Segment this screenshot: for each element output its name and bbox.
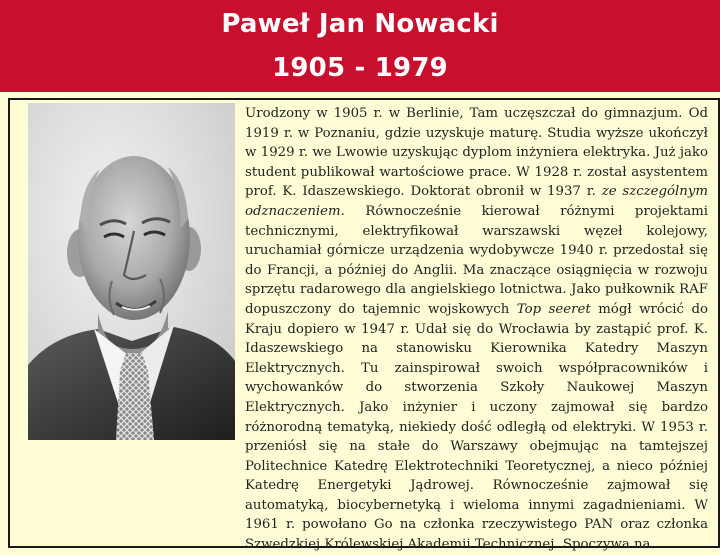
biography-text <box>245 104 708 555</box>
bio-emphasis-1: ze szczególnym odznaczeniem. <box>245 184 708 219</box>
portrait-photo <box>28 103 235 440</box>
bio-part-3: mógł wrócić do Kraju dopiero w 1947 r. Udał się do Wrocławia by zastąpić prof. K. Idaszewskiego na stanowisku Kierownika Katedry Maszyn Elektrycznych. Tu zainspirował swoich współpracowników i wychowanków do stworzenia Szkoły Naukowej Maszyn Elektrycznych. Jako inżynier i uczony zajmował się bardzo różnorodną tematyką, niekiedy dość odległą od elektryki. W 1953 r. przeniósł się na stałe do Warszawy obejmując na tamtejszej Politechnice Katedrę Elektrotechniki Teoretycznej, a nieco później Katedrę Energetyki Jądrowej. Równocześnie zajmował się automatyką, biocybernetyką i wieloma innymi zagadnieniami. W 1961 r. powołano Go na członka rzeczywistego PAN oraz członka Szwedzkiej Królewskiej Akademii Technicznej. Spoczywa na <box>245 301 708 553</box>
bio-part-1: Urodzony w 1905 r. w Berlinie, Tam uczęszczał do gimnazjum. Od 1919 r. w Poznaniu, gdzie uzyskuje maturę. Studia wyższe ukończył w 1929 r. we Lwowie uzyskując dyplom inżyniera elektryka. Już jako student publikował wartościowe prace. W 1928 r. został asystentem prof. K. Idaszewskiego. Doktorat obronił w 1937 r. <box>245 106 708 200</box>
person-name: Paweł Jan Nowacki <box>221 9 499 39</box>
portrait-icon <box>28 103 235 440</box>
life-years: 1905 - 1979 <box>272 53 448 83</box>
title-banner <box>0 0 720 92</box>
bio-emphasis-2: Top seeret <box>516 301 591 317</box>
bio-part-2: Równocześnie kierował różnymi projektami technicznymi, elektryfikował warszawski węzeł kolejowy, uruchamiał górnicze urządzenia wydobywcze 1940 r. przedostał się do Francji, a później do Anglii. Ma znaczące osiągnięcia w rozwoju sprzętu radarowego dla angielskiego lotnictwa. Jako pułkownik RAF dopuszczony do tajemnic wojskowych <box>245 203 708 317</box>
